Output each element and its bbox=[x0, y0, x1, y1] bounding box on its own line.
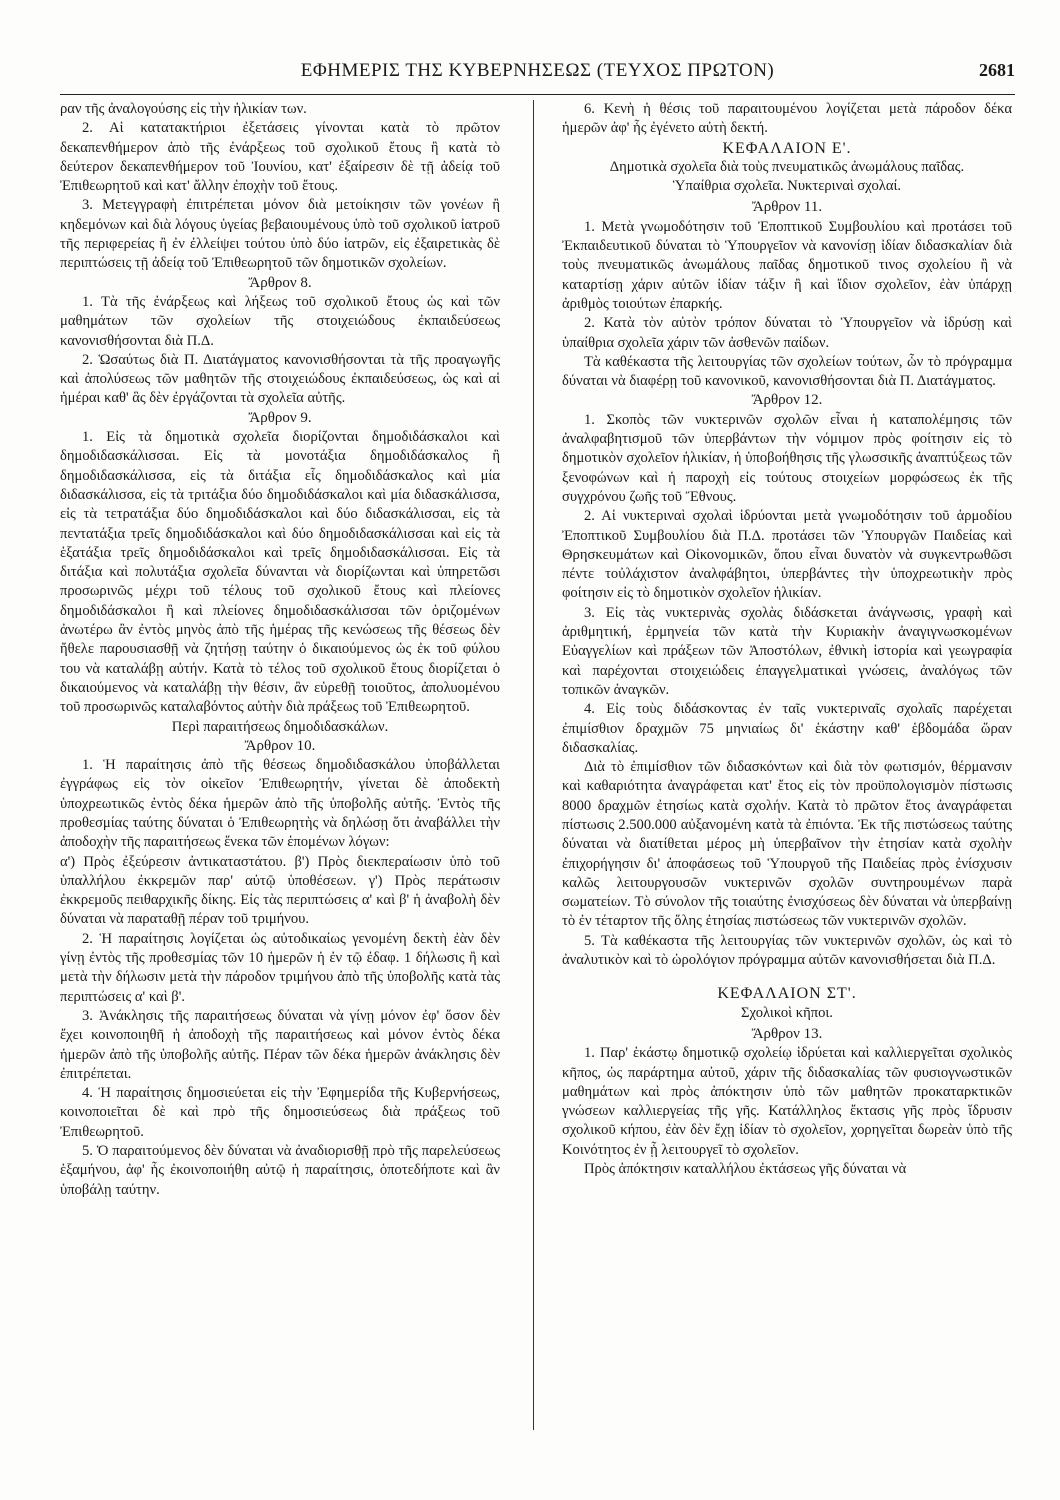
paragraph: 1. Εἰς τὰ δημοτικὰ σχολεῖα διορίζονται δημοδιδάσκαλοι καὶ δημοδιδασκάλισσαι. Εἰς τὰ μονοτάξια δημοδιδάσκαλος ἢ δημοδιδασκάλισσα, εἰς τὰ διτάξια εἷς δημοδιδάσκαλος καὶ μία διδασκάλισσα, εἰς τὰ τριτάξια δύο δημοδιδάσκαλοι καὶ μία διδασκάλισσα, εἰς τὰ τετρατάξια δύο δημοδιδάσκαλοι καὶ δύο διδασκάλισσαι, εἰς τὰ πεντατάξια τρεῖς δημοδιδάσκαλοι καὶ δύο δημοδιδασκάλισσαι καὶ εἰς τὰ ἑξατάξια τρεῖς δημοδιδάσκαλοι καὶ τρεῖς δημοδιδασκάλισσαι. Εἰς τὰ διτάξια καὶ πολυτάξια σχολεῖα δύνανται νὰ διορίζωνται καὶ ὑπηρετῶσι προσωρινῶς μέχρι τοῦ τέλους τοῦ σχολικοῦ ἔτους καὶ πλείονες δημοδιδάσκαλοι ἢ καὶ πλείονες δημοδιδασκάλισσαι τῶν ὁριζομένων ἀνωτέρω ἂν ἐντὸς μηνὸς ἀπὸ τῆς ἡμέρας τῆς κενώσεως τῆς θέσεως δὲν ἤθελε παρουσιασθῇ νὰ ζητήσῃ ταύτην ὁ δικαιούμενος ὡς ἐκ τοῦ φύλου του νὰ καταλάβῃ αὐτήν. Κατὰ τὸ τέλος τοῦ σχολικοῦ ἔτους διορίζεται ὁ δικαιούμενος νὰ καταλάβῃ τὴν θέσιν, ἂν εὑρεθῇ τοιοῦτος, ἀπολυομένου τοῦ προσωρινῶς καταλαβόντος αὐτὴν διὰ πράξεως τοῦ Ἐπιθεωρητοῦ. bbox=[60, 429, 500, 716]
right-column bbox=[562, 100, 1012, 1179]
paragraph: 2. Ἡ παραίτησις λογίζεται ὡς αὐτοδικαίως γενομένη δεκτὴ ἐὰν δὲν γίνῃ ἐντὸς τῆς προθεσμίας τῶν 10 ἡμερῶν ἡ ἐν τῷ ἐδαφ. 1 δήλωσις ἢ καὶ μετὰ τὴν δήλωσιν μετὰ τὴν πάροδον τριμήνου ἀπὸ τῆς ὑποβολῆς κατὰ τὰς περιπτώσεις α' καὶ β'. bbox=[60, 930, 500, 1005]
paragraph: 2. Αἱ νυκτεριναὶ σχολαὶ ἱδρύονται μετὰ γνωμοδότησιν τοῦ ἁρμοδίου Ἐποπτικοῦ Συμβουλίου διὰ Π.Δ. προτάσει τῶν Ὑπουργῶν Παιδείας καὶ Θρησκευμάτων καὶ Οἰκονομικῶν, ὅπου εἶναι δυνατὸν νὰ συγκεντρωθῶσι πέντε τοὐλάχιστον ἀναλφάβητοι, ὑπερβάντες τὴν ὑποχρεωτικὴν πρὸς φοίτησιν εἰς τὸ δημοτικὸν σχολεῖον ἡλικίαν. bbox=[562, 508, 1012, 602]
article-heading: Ἄρθρον 11. bbox=[751, 199, 823, 216]
paragraph: Τὰ καθέκαστα τῆς λειτουργίας τῶν σχολείων τούτων, ὧν τὸ πρόγραμμα δύναται νὰ διαφέρῃ τοῦ κανονικοῦ, κανονισθήσονται διὰ Π. Διατάγματος. bbox=[562, 353, 1012, 390]
paragraph: 3. Ἀνάκλησις τῆς παραιτήσεως δύναται νὰ γίνῃ μόνον ἐφ' ὅσον δὲν ἔχει κοινοποιηθῆ ἡ ἀποδοχὴ τῆς παραιτήσεως καὶ μόνον ἐντὸς δέκα ἡμερῶν ἀπὸ τῆς ὑποβολῆς αὐτῆς. Πέραν τῶν δέκα ἡμερῶν ἀνάκλησις δὲν ἐπιτρέπεται. bbox=[60, 1007, 500, 1082]
paragraph: 1. Τὰ τῆς ἐνάρξεως καὶ λήξεως τοῦ σχολικοῦ ἔτους ὡς καὶ τῶν μαθημάτων τῶν σχολείων τῆς στοιχειώδους ἐκπαιδεύσεως κανονισθήσονται διὰ Π.Δ. bbox=[60, 293, 500, 349]
paragraph: 1. Παρ' ἑκάστῳ δημοτικῷ σχολείῳ ἱδρύεται καὶ καλλιεργεῖται σχολικὸς κῆπος, ὡς παράρτημα αὐτοῦ, χάριν τῆς διδασκαλίας τῶν φυσιογνωστικῶν μαθημάτων καὶ πρὸς ἀπόκτησιν ὑπὸ τῶν μαθητῶν προκαταρκτικῶν γνώσεων καλλιεργείας τῆς γῆς. Κατάλληλος ἔκτασις γῆς πρὸς ἵδρυσιν σχολικοῦ κήπου, ἐὰν δὲν ἔχῃ ἰδίαν τὸ σχολεῖον, χορηγεῖται δωρεὰν ὑπὸ τῆς Κοινότητος ἐν ᾗ λειτουργεῖ τὸ σχολεῖον. bbox=[562, 1045, 1012, 1158]
section-subtitle: Περὶ παραιτήσεως δημοδιδασκάλων. bbox=[171, 718, 389, 735]
paragraph: Πρὸς ἀπόκτησιν καταλλήλου ἐκτάσεως γῆς δύναται νὰ bbox=[584, 1161, 907, 1178]
paragraph: 2. Αἱ κατατακτήριοι ἐξετάσεις γίνονται κατὰ τὸ πρῶτον δεκαπενθήμερον ἀπὸ τῆς ἐνάρξεως τοῦ σχολικοῦ ἔτους ἢ κατὰ τὸ δεύτερον δεκαπενθήμερον τοῦ Ἰουνίου, κατ' ἐξαίρεσιν δὲ τῇ ἀδείᾳ τοῦ Ἐπιθεωρητοῦ καὶ κατ' ἄλλην ἐποχὴν τοῦ ἔτους. bbox=[60, 120, 500, 195]
paragraph: 5. Τὰ καθέκαστα τῆς λειτουργίας τῶν νυκτερινῶν σχολῶν, ὡς καὶ τὸ ἀναλυτικὸν καὶ τὸ ὡρολόγιον πρόγραμμα αὐτῶν κανονισθήσεται διὰ Π.Δ. bbox=[562, 932, 1012, 969]
paragraph: 3. Μετεγγραφὴ ἐπιτρέπεται μόνον διὰ μετοίκησιν τῶν γονέων ἢ κηδεμόνων καὶ διὰ λόγους ὑγείας βεβαιουμένους ὑπὸ τοῦ σχολικοῦ ἰατροῦ τῆς περιφερείας ἢ ἐν ἐλλείψει τούτου ὑπὸ δύο ἰατρῶν, εἰς ἐξαιρετικὰς δὲ περιπτώσεις τῇ ἀδείᾳ τοῦ Ἐπιθεωρητοῦ τῶν δημοτικῶν σχολείων. bbox=[60, 197, 500, 272]
paragraph: 1. Ἡ παραίτησις ἀπὸ τῆς θέσεως δημοδιδασκάλου ὑποβάλλεται ἐγγράφως εἰς τὸν οἰκεῖον Ἐπιθεωρητήν, γίνεται δὲ ἀποδεκτὴ ὑποχρεωτικῶς ἐντὸς δέκα ἡμερῶν ἀπὸ τῆς ὑποβολῆς αὐτῆς. Ἐντὸς τῆς προθεσμίας ταύτης δύναται ὁ Ἐπιθεωρητὴς νὰ δηλώσῃ ὅτι ἀναβάλλει τὴν ἀποδοχὴν τῆς παραιτήσεως ἕνεκα τῶν ἑπομένων λόγων: bbox=[60, 757, 500, 851]
paragraph: 1. Σκοπὸς τῶν νυκτερινῶν σχολῶν εἶναι ἡ καταπολέμησις τῶν ἀναλφαβητισμοῦ τῶν ὑπερβάντων τὴν νόμιμον πρὸς φοίτησιν εἰς τὸ δημοτικὸν σχολεῖον ἡλικίαν, ἡ ὑποβοήθησις τῆς γλωσσικῆς ἀναπτύξεως τῶν ξενοφώνων καὶ ἡ παροχὴ εἰς τούτους στοιχείων μορφώσεως ἐκ τῆς συγχρόνου ζωῆς τοῦ Ἔθνους. bbox=[562, 411, 1012, 505]
article-heading: Ἄρθρον 8. bbox=[248, 274, 312, 291]
column-divider bbox=[533, 100, 534, 1430]
paragraph: 4. Εἰς τοὺς διδάσκοντας ἐν ταῖς νυκτεριναῖς σχολαῖς παρέχεται ἐπιμίσθιον δραχμῶν 75 μηνιαίως δι' ἑκάστην καθ' ἑβδομάδα ὥραν διδασκαλίας. bbox=[562, 701, 1012, 756]
left-column bbox=[60, 100, 500, 1200]
paragraph: 2. Κατὰ τὸν αὐτὸν τρόπον δύναται τὸ Ὑπουργεῖον νὰ ἱδρύσῃ καὶ ὑπαίθρια σχολεῖα χάριν τῶν ἀσθενῶν παίδων. bbox=[562, 315, 1012, 351]
paragraph: 6. Κενὴ ἡ θέσις τοῦ παραιτουμένου λογίζεται μετὰ πάροδον δέκα ἡμερῶν ἀφ' ἧς ἐγένετο αὐτὴ δεκτή. bbox=[562, 101, 1012, 137]
paragraph: 1. Μετὰ γνωμοδότησιν τοῦ Ἐποπτικοῦ Συμβουλίου καὶ προτάσει τοῦ Ἐκπαιδευτικοῦ δύναται τὸ Ὑπουργεῖον νὰ κανονίσῃ ἰδίαν διδασκαλίαν διὰ τοὺς πνευματικῶς ἀνωμάλους παῖδας δημοτικοῦ τινος σχολείου ἢ νὰ καταρτίσῃ χάριν αὐτῶν ἰδίαν τάξιν ἢ καὶ ἴδιον σχολεῖον, ἐὰν ὑπάρχῃ ἀριθμὸς τοιούτων ἐπαρκής. bbox=[562, 218, 1012, 312]
chapter-subtitle: Ὑπαίθρια σχολεῖα. Νυκτεριναὶ σχολαί. bbox=[672, 178, 902, 195]
paragraph: α') Πρὸς ἐξεύρεσιν ἀντικαταστάτου. β') Πρὸς διεκπεραίωσιν ὑπὸ τοῦ ὑπαλλήλου ἐκκρεμῶν παρ' αὐτῷ ὑποθέσεων. γ') Πρὸς περάτωσιν ἐκκρεμοῦς πειθαρχικῆς δίκης. Εἰς τὰς περιπτώσεις α' καὶ β' ἡ ἀναβολὴ δὲν δύναται νὰ παραταθῇ πέραν τοῦ τριμήνου. bbox=[60, 853, 500, 928]
page-header bbox=[60, 60, 1015, 88]
chapter-subtitle: Δημοτικὰ σχολεῖα διὰ τοὺς πνευματικῶς ἀνωμάλους παῖδας. bbox=[609, 158, 965, 175]
article-heading: Ἄρθρον 9. bbox=[248, 409, 312, 426]
article-heading: Ἄρθρον 10. bbox=[244, 737, 316, 754]
paragraph: 2. Ὡσαύτως διὰ Π. Διατάγματος κανονισθήσονται τὰ τῆς προαγωγῆς καὶ ἀπολύσεως τῶν μαθητῶν τῆς στοιχειώδους ἐκπαιδεύσεως, ὡς καὶ αἱ ἡμέραι καθ' ἃς δὲν ἐργάζονται τὰ σχολεῖα αὐτῆς. bbox=[60, 351, 500, 407]
paragraph: 5. Ὁ παραιτούμενος δὲν δύναται νὰ ἀναδιορισθῇ πρὸ τῆς παρελεύσεως ἑξαμήνου, ἀφ' ἧς ἐκοινοποιήθη αὐτῷ ἡ παραίτησις, ὁποτεδήποτε καὶ ἂν ὑποβάλῃ ταύτην. bbox=[60, 1143, 500, 1198]
paragraph: 4. Ἡ παραίτησις δημοσιεύεται εἰς τὴν Ἐφημερίδα τῆς Κυβερνήσεως, κοινοποιεῖται δὲ καὶ πρὸ τῆς δημοσιεύσεως διὰ πράξεως τοῦ Ἐπιθεωρητοῦ. bbox=[60, 1085, 500, 1140]
gazette-title: ΕΦΗΜΕΡΙΣ ΤΗΣ ΚΥΒΕΡΝΗΣΕΩΣ (ΤΕΥΧΟΣ ΠΡΩΤΟΝ) bbox=[300, 60, 775, 81]
article-heading: Ἄρθρον 13. bbox=[751, 1025, 823, 1042]
paragraph: ραν τῆς ἀναλογούσης εἰς τὴν ἡλικίαν των. bbox=[60, 101, 307, 117]
chapter-heading: ΚΕΦΑΛΑΙΟΝ Ε'. bbox=[722, 139, 852, 157]
chapter-heading: ΚΕΦΑΛΑΙΟΝ ΣΤ'. bbox=[717, 985, 857, 1003]
chapter-subtitle: Σχολικοὶ κῆποι. bbox=[741, 1004, 833, 1021]
page-number: 2681 bbox=[979, 60, 1015, 80]
paragraph: 3. Εἰς τὰς νυκτερινὰς σχολὰς διδάσκεται ἀνάγνωσις, γραφὴ καὶ ἀριθμητική, ἑρμηνεία τῶν κατὰ τὴν Κυριακὴν ἀναγιγνωσκομένων Εὐαγγελίων καὶ πράξεων τῶν Ἀποστόλων, ἐθνικὴ ἱστορία καὶ γεωγραφία καὶ παρέχονται στοιχειώδεις ἐπαγγελματικαὶ γνώσεις, ἀναλόγως τῶν τοπικῶν ἀναγκῶν. bbox=[562, 604, 1012, 698]
article-heading: Ἄρθρον 12. bbox=[751, 392, 823, 409]
header-rule bbox=[60, 94, 1015, 95]
paragraph: Διὰ τὸ ἐπιμίσθιον τῶν διδασκόντων καὶ διὰ τὸν φωτισμόν, θέρμανσιν καὶ καθαριότητα ἀναγράφεται κατ' ἔτος εἰς τὸν προϋπολογισμὸν πίστωσις 8000 δραχμῶν ἐτησίως κατὰ σχολήν. Κατὰ τὸ πρῶτον ἔτος ἀναγράφεται πίστωσις 2.500.000 αὐξανομένη κατὰ τὰ ἐπιόντα. Ἐκ τῆς πιστώσεως ταύτης δύναται νὰ διατίθεται μέρος μὴ ὑπερβαῖνον τὴν ἐτησίαν κατὰ σχολὴν ἐπιχορήγησιν δι' ἀποφάσεως τοῦ Ὑπουργοῦ τῆς Παιδείας πρὸς ἐνίσχυσιν καλῶς λειτουργουσῶν νυκτερινῶν σχολῶν συντηρουμένων παρὰ σωματείων. Τὸ σύνολον τῆς τοιαύτης ἐνισχύσεως δὲν δύναται νὰ ὑπερβαίνῃ τὸ ἐν τέταρτον τῆς ὅλης ἐτησίας πιστώσεως τῶν νυκτερινῶν σχολῶν. bbox=[562, 759, 1012, 930]
